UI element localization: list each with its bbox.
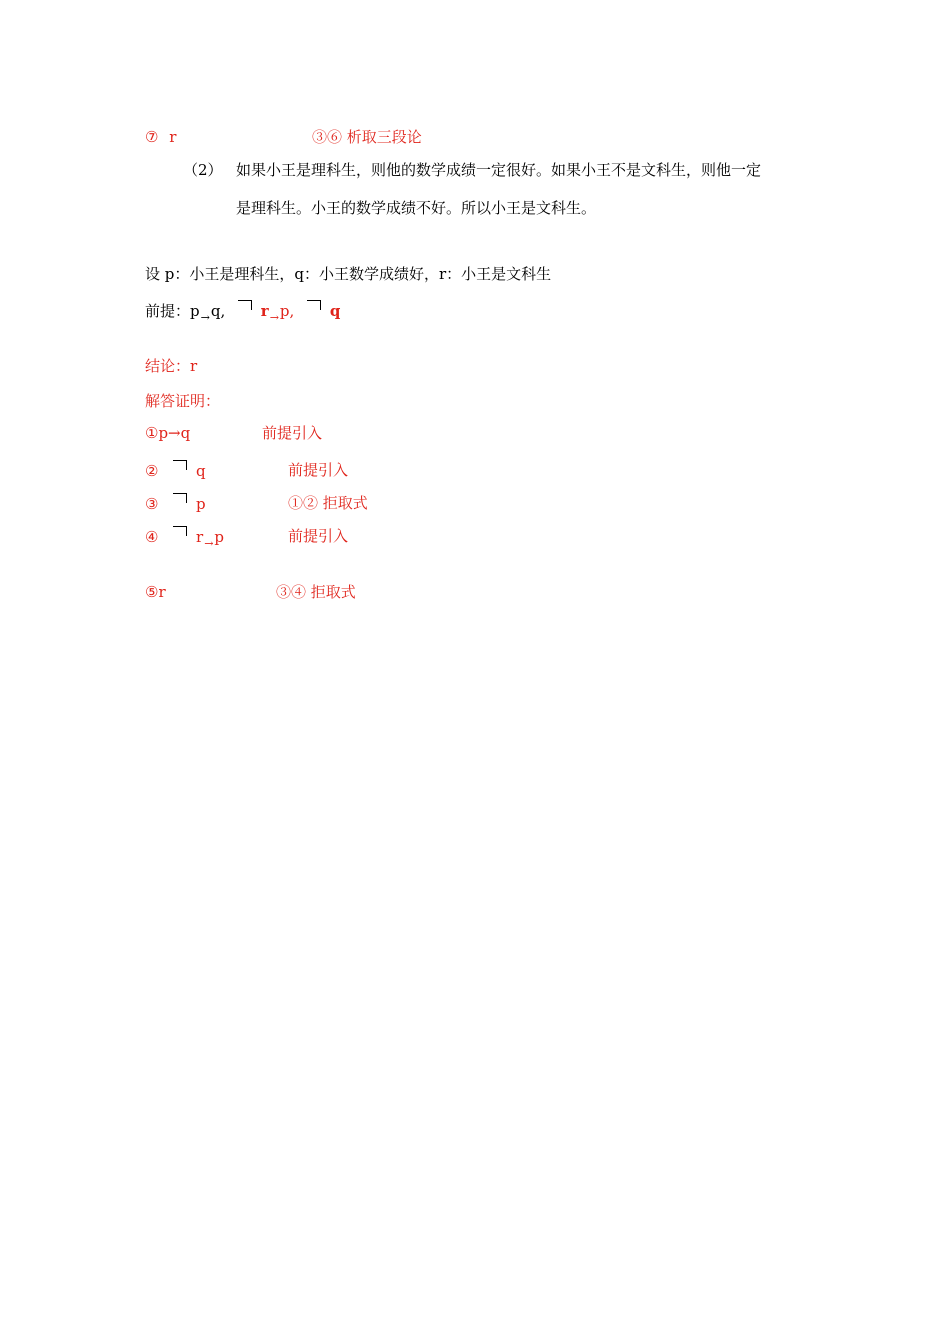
proof-step-5	[145, 582, 166, 602]
problem-text-line1: 如果小王是理科生，则他的数学成绩一定很好。如果小王不是文科生，则他一定	[236, 161, 762, 179]
negation-icon	[173, 493, 187, 503]
step-1-rule: 前提引入	[262, 424, 323, 442]
proof-step-3	[145, 493, 206, 514]
premise-q: q,	[210, 302, 226, 320]
step-number: ④	[145, 528, 159, 546]
negation-icon	[238, 300, 252, 310]
premise-line	[145, 300, 340, 328]
proof-step-2	[145, 460, 206, 481]
negation-icon	[173, 526, 187, 536]
step-number: ⑤	[145, 583, 159, 601]
proof-title: 解答证明：	[145, 392, 221, 410]
step-expression-p: p	[214, 528, 225, 546]
step-7-rule: ③⑥ 析取三段论	[312, 128, 422, 146]
implies-arrow: →	[204, 537, 214, 550]
variable-definitions: 设 p：小王是理科生，q：小王数学成绩好，r：小王是文科生	[145, 265, 552, 283]
negation-icon	[307, 300, 321, 310]
step-expression: p	[196, 495, 206, 513]
premise-q2: q	[329, 302, 341, 320]
step-2-rule: 前提引入	[288, 461, 349, 479]
problem-text-line2: 是理科生。小王的数学成绩不好。所以小王是文科生。	[236, 199, 597, 217]
proof-step-7	[145, 127, 176, 147]
proof-step-1	[145, 423, 190, 443]
negation-icon	[173, 460, 187, 470]
step-expression-r: r	[196, 528, 204, 546]
premise-p2: p,	[279, 302, 295, 320]
proof-step-4	[145, 526, 224, 554]
step-expression: p→q	[158, 424, 191, 442]
implies-arrow: →	[269, 311, 279, 324]
implies-arrow: →	[200, 311, 210, 324]
premise-p: p	[190, 302, 200, 320]
step-expression: r	[169, 128, 177, 146]
step-5-rule: ③④ 拒取式	[276, 583, 356, 601]
conclusion: 结论：r	[145, 357, 198, 375]
premise-r: r	[260, 302, 269, 320]
step-number: ③	[145, 495, 159, 513]
step-number: ②	[145, 462, 159, 480]
step-expression: r	[158, 583, 166, 601]
step-number: ⑦	[145, 128, 159, 146]
step-3-rule: ①② 拒取式	[288, 494, 368, 512]
problem-label: （2）	[183, 161, 223, 179]
step-expression: q	[196, 462, 206, 480]
premise-label: 前提：	[145, 302, 191, 320]
step-4-rule: 前提引入	[288, 527, 349, 545]
step-number: ①	[145, 424, 159, 442]
